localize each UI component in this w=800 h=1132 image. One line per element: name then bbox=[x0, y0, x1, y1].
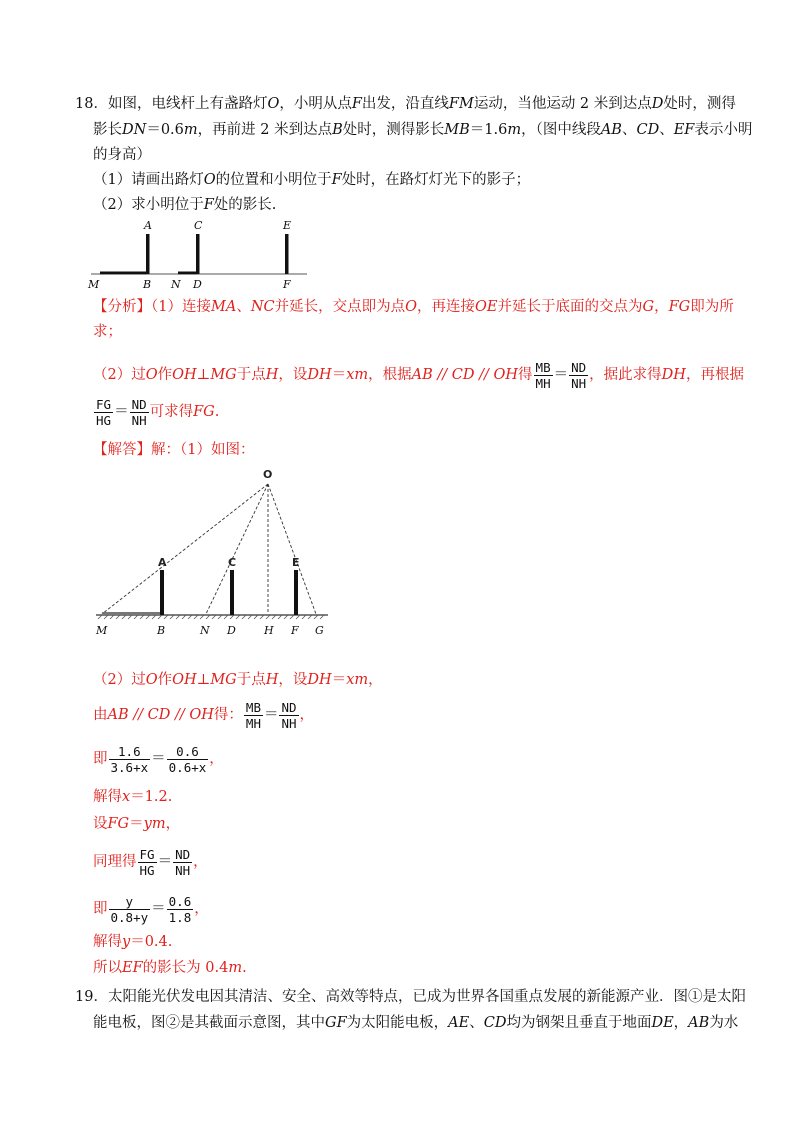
label-c: C bbox=[228, 556, 237, 569]
numerator: 0.6 bbox=[168, 893, 192, 909]
fraction bbox=[138, 847, 157, 878]
text: （1）请画出路灯 bbox=[93, 172, 204, 188]
equals: ＝ bbox=[157, 854, 173, 870]
text: 为水 bbox=[709, 1015, 739, 1031]
var: m bbox=[507, 122, 522, 138]
text: 解得 bbox=[93, 789, 122, 805]
var: m bbox=[228, 960, 243, 976]
var: FM bbox=[448, 96, 474, 112]
text: ＝1.6 bbox=[469, 122, 508, 138]
label-d: D bbox=[193, 278, 202, 290]
text: ， bbox=[193, 854, 208, 870]
shadow-nd bbox=[178, 272, 197, 275]
var: AB bbox=[688, 1015, 710, 1031]
var: CD bbox=[147, 707, 171, 723]
fraction bbox=[173, 847, 192, 878]
segment-ef bbox=[285, 234, 289, 274]
text: ＝0.4. bbox=[130, 934, 173, 950]
figure-2 bbox=[90, 462, 340, 642]
fraction bbox=[244, 700, 263, 731]
segment-cd bbox=[196, 234, 200, 274]
var: H bbox=[265, 672, 279, 688]
denominator: HG bbox=[96, 412, 112, 428]
numerator: FG bbox=[96, 396, 112, 412]
text: ， bbox=[194, 901, 209, 917]
var: F bbox=[331, 172, 342, 188]
text: // bbox=[170, 707, 190, 723]
text: 的位置和小明位于 bbox=[215, 172, 332, 188]
denominator: MH bbox=[535, 375, 551, 391]
var: ym bbox=[143, 816, 166, 832]
var: O bbox=[145, 672, 158, 688]
text: 得 bbox=[518, 367, 533, 383]
analysis-line-4 bbox=[93, 395, 219, 429]
var: FG bbox=[107, 816, 130, 832]
text: 、 bbox=[236, 299, 251, 315]
fraction bbox=[167, 894, 194, 925]
question-number: 18． bbox=[75, 96, 108, 112]
var: MB bbox=[444, 122, 470, 138]
fraction bbox=[167, 744, 209, 775]
var: NC bbox=[250, 299, 275, 315]
var: O bbox=[405, 299, 417, 315]
label-c: C bbox=[194, 219, 203, 232]
var: AE bbox=[448, 1015, 470, 1031]
var: MA bbox=[210, 299, 237, 315]
var: CD bbox=[451, 367, 475, 383]
equals: ＝ bbox=[553, 367, 569, 383]
text: ， bbox=[209, 751, 224, 767]
text: （2）求小明位于 bbox=[93, 197, 204, 213]
segment-ab bbox=[160, 570, 164, 615]
q18-sub-2 bbox=[93, 195, 276, 215]
var: x bbox=[122, 789, 131, 805]
text: // bbox=[128, 707, 148, 723]
q18-sub-1 bbox=[93, 170, 530, 190]
segment-cd bbox=[230, 570, 234, 615]
text: . bbox=[214, 404, 220, 420]
text: 同理得 bbox=[93, 854, 137, 870]
text: ⊥ bbox=[196, 672, 211, 688]
var: m bbox=[183, 122, 198, 138]
text: ＝0.6 bbox=[146, 122, 184, 138]
var: FG bbox=[193, 404, 215, 420]
text: 即为所 bbox=[690, 299, 734, 315]
var: H bbox=[265, 367, 279, 383]
numerator: ND bbox=[281, 699, 297, 715]
analysis-line-1 bbox=[93, 297, 734, 317]
label-m: M bbox=[88, 278, 100, 290]
text: ＝ bbox=[331, 367, 347, 383]
text: 处时，测得 bbox=[663, 96, 736, 112]
var: OH bbox=[493, 367, 519, 383]
numerator: MB bbox=[245, 699, 261, 715]
analysis-tag: 【分析】 bbox=[93, 299, 151, 315]
var: DH bbox=[661, 367, 686, 383]
var: DH bbox=[307, 672, 332, 688]
text: 解得 bbox=[93, 934, 122, 950]
label-g: G bbox=[315, 624, 324, 637]
var: O bbox=[267, 96, 280, 112]
label-f: F bbox=[283, 278, 291, 290]
solution-line-5 bbox=[93, 814, 180, 834]
q18-line-2 bbox=[93, 120, 752, 140]
text: 解：（1）如图： bbox=[151, 442, 255, 458]
numerator: ND bbox=[131, 396, 147, 412]
var: OH bbox=[189, 707, 214, 723]
q19-line-2 bbox=[93, 1013, 738, 1033]
text: ，（图中线段 bbox=[521, 122, 601, 138]
text: 的身高） bbox=[93, 147, 151, 163]
ray-og bbox=[268, 484, 316, 614]
denominator: 0.8+y bbox=[110, 909, 149, 925]
numerator: ND bbox=[571, 359, 587, 375]
denominator: NH bbox=[571, 375, 587, 391]
text: 表示小明 bbox=[694, 122, 753, 138]
text: 设 bbox=[93, 816, 108, 832]
text: ＝1.2. bbox=[130, 789, 173, 805]
var: F bbox=[351, 96, 362, 112]
q19-line-1 bbox=[75, 987, 746, 1007]
var: y bbox=[122, 934, 131, 950]
var: OH bbox=[172, 672, 197, 688]
equals: ＝ bbox=[151, 751, 166, 767]
solution-line-3 bbox=[93, 742, 224, 776]
var: AB bbox=[107, 707, 129, 723]
ray-om bbox=[102, 484, 268, 614]
var: AB bbox=[600, 122, 622, 138]
text: 、 bbox=[621, 122, 637, 138]
text: 为太阳能电板， bbox=[346, 1015, 449, 1031]
denominator: 1.8 bbox=[168, 909, 192, 925]
denominator: 3.6+x bbox=[110, 759, 149, 775]
text: ， bbox=[299, 707, 315, 723]
text: 由 bbox=[93, 707, 108, 723]
label-n: N bbox=[171, 278, 181, 290]
label-m: M bbox=[96, 624, 108, 637]
analysis-line-3 bbox=[93, 358, 744, 392]
var: D bbox=[651, 96, 664, 112]
numerator: MB bbox=[535, 359, 551, 375]
text: ＝ bbox=[129, 816, 144, 832]
text: ，再前进 2 米到达点 bbox=[197, 122, 333, 138]
text: 即 bbox=[93, 751, 108, 767]
segment-ab bbox=[146, 234, 150, 274]
solution-line-7 bbox=[93, 892, 209, 926]
var: CD bbox=[636, 122, 660, 138]
var: OH bbox=[172, 367, 197, 383]
text: 处的影长. bbox=[213, 197, 277, 213]
numerator: 1.6 bbox=[109, 744, 151, 760]
segment-ef bbox=[294, 570, 298, 615]
text: 并延长于底面的交点为 bbox=[497, 299, 643, 315]
solution-line-2 bbox=[93, 698, 314, 732]
text: 并延长，交点即为点 bbox=[274, 299, 406, 315]
fraction bbox=[109, 894, 151, 925]
answer-tag: 【解答】 bbox=[93, 442, 151, 458]
text: 即 bbox=[93, 901, 108, 917]
fraction bbox=[94, 397, 113, 428]
label-f: F bbox=[291, 624, 299, 637]
var: B bbox=[332, 122, 343, 138]
label-o: O bbox=[263, 468, 273, 481]
var: O bbox=[203, 172, 216, 188]
text: ，小明从点 bbox=[279, 96, 352, 112]
shadow-mb bbox=[100, 272, 147, 275]
text: ，再根据 bbox=[685, 367, 744, 383]
ray-on bbox=[206, 484, 268, 614]
label-h: H bbox=[264, 624, 274, 637]
label-b: B bbox=[157, 624, 166, 637]
numerator: FG bbox=[139, 846, 155, 862]
label-e: E bbox=[283, 219, 292, 232]
text: ， bbox=[673, 1015, 689, 1031]
label-d: D bbox=[227, 624, 236, 637]
denominator: NH bbox=[131, 412, 147, 428]
solution-line-8 bbox=[93, 932, 172, 952]
text: （2）过 bbox=[93, 672, 146, 688]
label-a: A bbox=[144, 219, 152, 232]
shadow-mb bbox=[102, 612, 161, 615]
equals: ＝ bbox=[114, 404, 129, 420]
var: DN bbox=[122, 122, 147, 138]
denominator: HG bbox=[139, 862, 155, 878]
label-a: A bbox=[158, 556, 167, 569]
var: EF bbox=[673, 122, 695, 138]
numerator: ND bbox=[175, 846, 191, 862]
fraction bbox=[279, 700, 298, 731]
label-b: B bbox=[143, 278, 152, 290]
text: 于点 bbox=[236, 367, 266, 383]
text: 均为钢架且垂直于地面 bbox=[506, 1015, 652, 1031]
text: ，再连接 bbox=[417, 299, 475, 315]
text: ⊥ bbox=[196, 367, 211, 383]
text: ，设 bbox=[278, 367, 308, 383]
text: ， bbox=[654, 299, 669, 315]
var: AB bbox=[411, 367, 433, 383]
solution-line-4 bbox=[93, 787, 172, 807]
equals: ＝ bbox=[263, 707, 279, 723]
text: 可求得 bbox=[149, 404, 194, 420]
text: 运动，当他运动 2 米到达点 bbox=[473, 96, 652, 112]
equals: ＝ bbox=[151, 901, 166, 917]
text: 处时，测得影长 bbox=[342, 122, 445, 138]
var: MG bbox=[210, 367, 237, 383]
text: 太阳能光伏发电因其清洁、安全、高效等特点，已成为世界各国重点发展的新能源产业．图①是太阳 bbox=[107, 989, 746, 1005]
text: 、 bbox=[659, 122, 674, 138]
var: GF bbox=[325, 1015, 347, 1031]
text: // bbox=[432, 367, 452, 383]
text: 如图，电线杆上有盏路灯 bbox=[107, 96, 268, 112]
var: xm bbox=[346, 367, 369, 383]
solution-line-9 bbox=[93, 958, 247, 978]
text: ， bbox=[165, 816, 181, 832]
text: ，据此求得 bbox=[589, 367, 662, 383]
var: FG bbox=[668, 299, 691, 315]
denominator: 0.6+x bbox=[168, 759, 207, 775]
text: 影长 bbox=[93, 122, 122, 138]
var: DE bbox=[651, 1015, 674, 1031]
text: . bbox=[242, 960, 247, 976]
label-e: E bbox=[292, 556, 300, 569]
var: F bbox=[203, 197, 214, 213]
var: MG bbox=[210, 672, 237, 688]
var: xm bbox=[346, 672, 369, 688]
question-number: 19． bbox=[75, 989, 108, 1005]
text: 出发，沿直线 bbox=[361, 96, 449, 112]
q18-line-1 bbox=[75, 94, 736, 114]
text: ，根据 bbox=[368, 367, 412, 383]
denominator: NH bbox=[281, 715, 297, 731]
denominator: NH bbox=[175, 862, 191, 878]
text: 所以 bbox=[93, 960, 122, 976]
solution-line-1 bbox=[93, 670, 383, 690]
text: // bbox=[474, 367, 494, 383]
text: 处时，在路灯灯光下的影子； bbox=[341, 172, 531, 188]
text: 、 bbox=[469, 1015, 484, 1031]
text: 于点 bbox=[236, 672, 266, 688]
text: （1）连接 bbox=[151, 299, 211, 315]
figure-1 bbox=[85, 218, 315, 290]
text: ，设 bbox=[278, 672, 308, 688]
q18-line-3 bbox=[93, 145, 151, 165]
fraction bbox=[569, 360, 588, 391]
solution-line-6 bbox=[93, 845, 208, 879]
text: 作 bbox=[157, 367, 173, 383]
var: O bbox=[145, 367, 158, 383]
var: G bbox=[642, 299, 655, 315]
text: （2）过 bbox=[93, 367, 146, 383]
analysis-line-2 bbox=[93, 322, 122, 342]
answer-line-1 bbox=[93, 440, 254, 460]
text: 得： bbox=[213, 707, 243, 723]
denominator: MH bbox=[245, 715, 261, 731]
text: 的影长为 0.4 bbox=[142, 960, 229, 976]
numerator: 0.6 bbox=[167, 744, 209, 760]
numerator: y bbox=[109, 894, 151, 910]
var: OE bbox=[475, 299, 498, 315]
fraction bbox=[130, 397, 149, 428]
fraction bbox=[109, 744, 151, 775]
text: ＝ bbox=[331, 672, 347, 688]
var: CD bbox=[483, 1015, 507, 1031]
text: 作 bbox=[157, 672, 173, 688]
label-n: N bbox=[200, 624, 210, 637]
var: DH bbox=[307, 367, 332, 383]
var: EF bbox=[122, 960, 143, 976]
fraction bbox=[534, 360, 553, 391]
text: 能电板，图②是其截面示意图，其中 bbox=[93, 1015, 325, 1031]
text: 求； bbox=[93, 324, 122, 340]
light-rays bbox=[102, 484, 316, 614]
text: ， bbox=[368, 672, 383, 688]
